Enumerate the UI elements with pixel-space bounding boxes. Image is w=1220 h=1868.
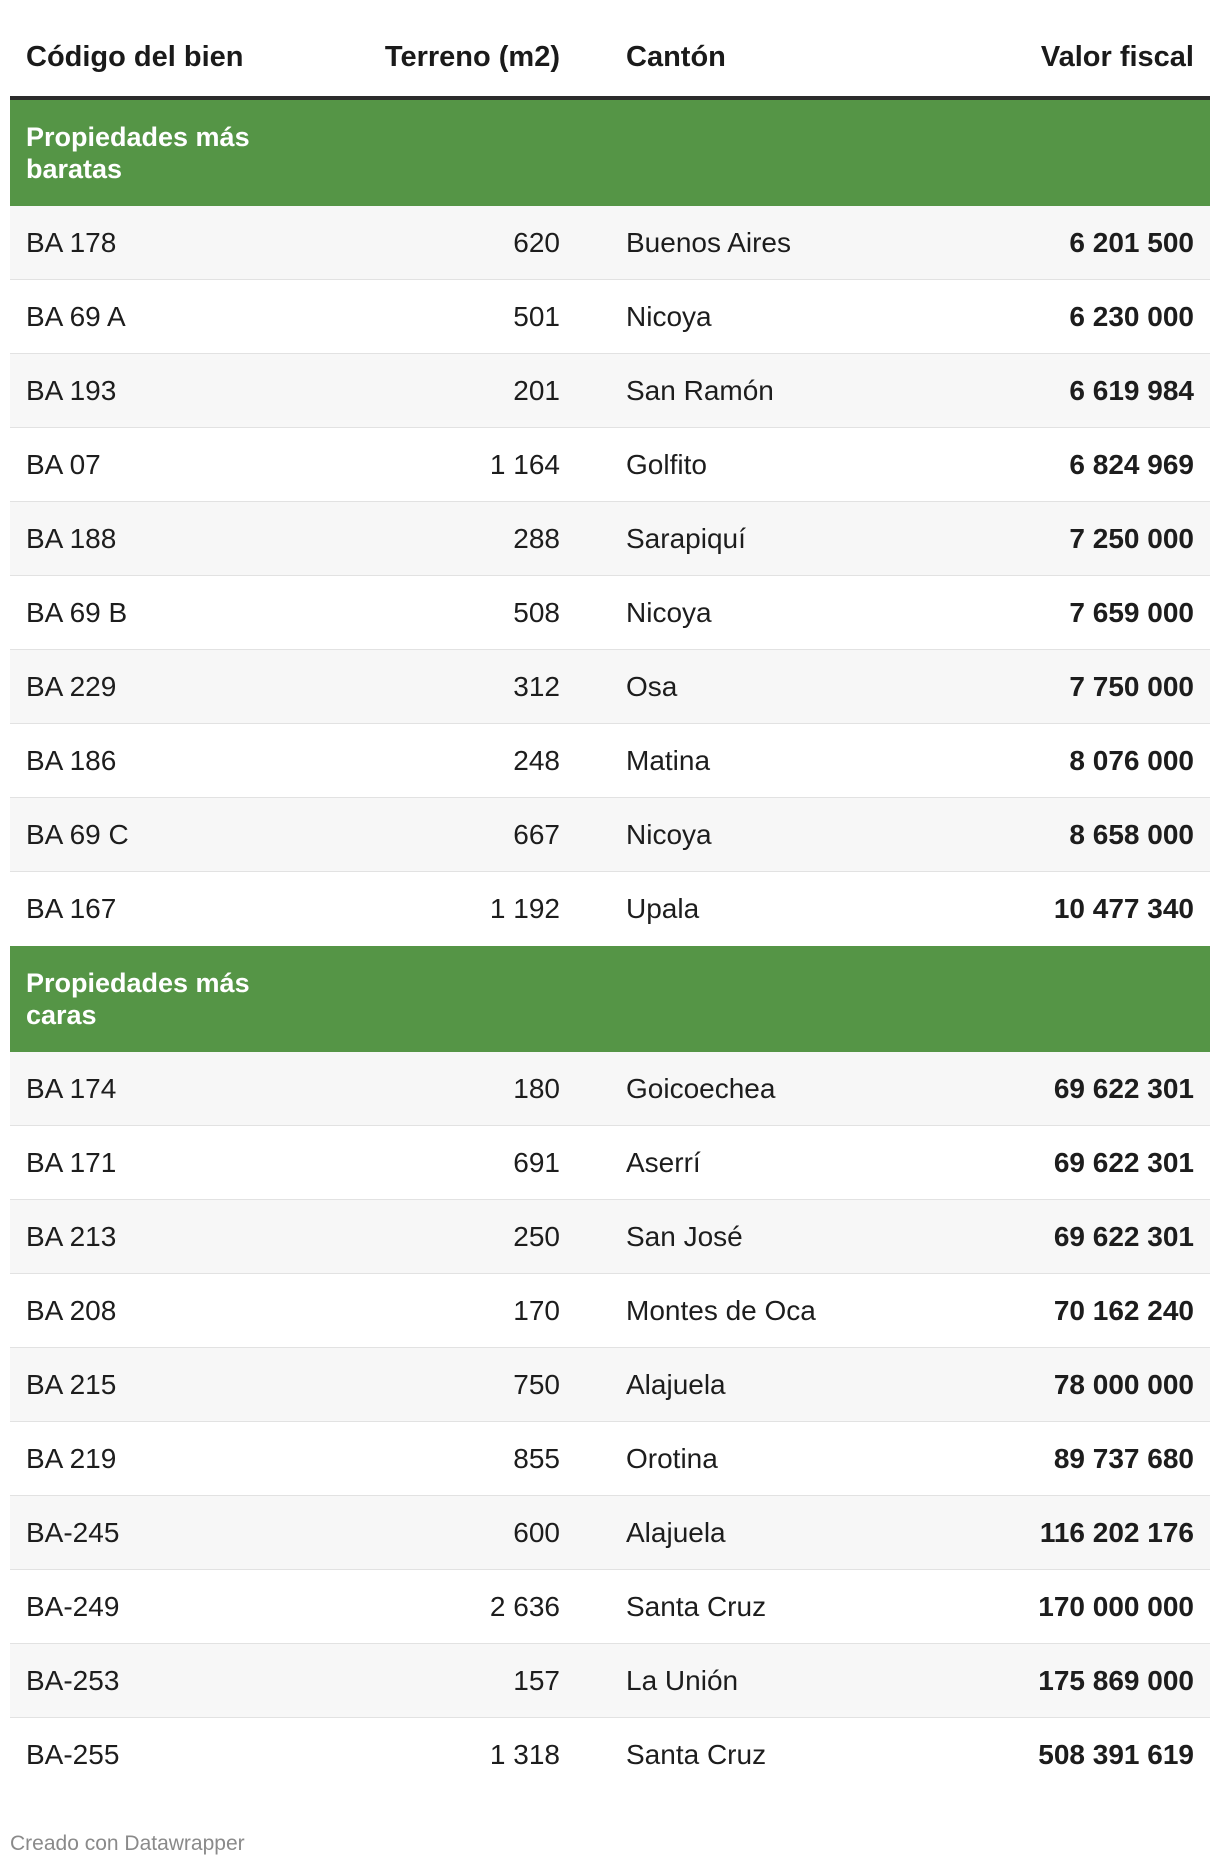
group-header bbox=[10, 946, 1210, 1052]
cell-code: BA-249 bbox=[26, 1590, 120, 1622]
group-label: Propiedades más baratas bbox=[26, 122, 250, 184]
cell-canton: Orotina bbox=[626, 1442, 718, 1474]
cell-code: BA 219 bbox=[26, 1442, 117, 1474]
cell-area: 180 bbox=[513, 1072, 560, 1104]
cell-canton: Goicoechea bbox=[626, 1072, 776, 1104]
table-row bbox=[10, 1200, 1210, 1274]
table-row bbox=[10, 1052, 1210, 1126]
table-row bbox=[10, 280, 1210, 354]
table-row bbox=[10, 1126, 1210, 1200]
cell-canton: Santa Cruz bbox=[626, 1739, 767, 1770]
cell-value: 69 622 301 bbox=[1053, 1220, 1194, 1252]
cell-canton: Alajuela bbox=[626, 1368, 726, 1400]
table-row bbox=[10, 872, 1210, 946]
cell-area: 667 bbox=[513, 818, 560, 850]
cell-value: 7 659 000 bbox=[1069, 596, 1194, 628]
cell-canton: Montes de Oca bbox=[626, 1294, 816, 1326]
cell-canton: Buenos Aires bbox=[626, 226, 791, 258]
cell-canton: Nicoya bbox=[626, 300, 712, 332]
cell-value: 7 750 000 bbox=[1069, 670, 1194, 702]
cell-value: 7 250 000 bbox=[1069, 522, 1194, 554]
cell-area: 620 bbox=[513, 226, 560, 258]
cell-canton: Upala bbox=[626, 893, 700, 924]
cell-code: BA 167 bbox=[26, 893, 117, 924]
cell-code: BA 215 bbox=[26, 1368, 117, 1400]
cell-code: BA 178 bbox=[26, 226, 117, 258]
cell-value: 175 869 000 bbox=[1038, 1664, 1194, 1696]
cell-canton: La Unión bbox=[626, 1664, 739, 1696]
footer-credit: Creado con Datawrapper bbox=[10, 1832, 245, 1855]
cell-area: 2 636 bbox=[489, 1590, 560, 1622]
cell-value: 70 162 240 bbox=[1053, 1294, 1194, 1326]
cell-area: 600 bbox=[513, 1516, 560, 1548]
cell-value: 8 076 000 bbox=[1069, 744, 1194, 776]
cell-value: 170 000 000 bbox=[1038, 1590, 1194, 1622]
cell-value: 78 000 000 bbox=[1053, 1368, 1194, 1400]
cell-canton: Osa bbox=[626, 670, 678, 702]
column-header-area[interactable]: Terreno (m2) bbox=[384, 40, 560, 73]
cell-area: 157 bbox=[513, 1664, 560, 1696]
cell-code: BA 213 bbox=[26, 1220, 117, 1252]
cell-code: BA 07 bbox=[26, 448, 101, 480]
cell-value: 6 230 000 bbox=[1069, 300, 1194, 332]
cell-area: 248 bbox=[513, 744, 560, 776]
cell-code: BA 229 bbox=[26, 670, 117, 702]
table-row bbox=[10, 798, 1210, 872]
cell-code: BA 186 bbox=[26, 744, 117, 776]
cell-area: 312 bbox=[513, 670, 560, 702]
column-header-code[interactable]: Código del bien bbox=[26, 40, 244, 73]
cell-canton: Nicoya bbox=[626, 596, 712, 628]
cell-value: 89 737 680 bbox=[1053, 1442, 1194, 1474]
table-row bbox=[10, 502, 1210, 576]
group-label: Propiedades más caras bbox=[26, 968, 250, 1030]
cell-value: 116 202 176 bbox=[1039, 1516, 1194, 1548]
table-row bbox=[10, 1644, 1210, 1718]
table-row bbox=[10, 1718, 1210, 1792]
cell-canton: San Ramón bbox=[626, 374, 774, 406]
cell-canton: San José bbox=[626, 1220, 743, 1252]
cell-code: BA-253 bbox=[26, 1664, 120, 1696]
table-row bbox=[10, 1570, 1210, 1644]
cell-value: 8 658 000 bbox=[1069, 818, 1194, 850]
table-row bbox=[10, 724, 1210, 798]
table-row bbox=[10, 1274, 1210, 1348]
table-row bbox=[10, 206, 1210, 280]
cell-canton: Matina bbox=[626, 744, 711, 776]
table-header bbox=[10, 18, 1210, 100]
cell-value: 69 622 301 bbox=[1053, 1072, 1194, 1104]
cell-area: 501 bbox=[513, 300, 560, 332]
cell-value: 10 477 340 bbox=[1053, 893, 1194, 924]
cell-value: 508 391 619 bbox=[1038, 1739, 1194, 1770]
cell-value: 6 201 500 bbox=[1069, 226, 1194, 258]
cell-canton: Santa Cruz bbox=[626, 1590, 767, 1622]
cell-value: 6 619 984 bbox=[1069, 374, 1194, 406]
cell-area: 855 bbox=[513, 1442, 560, 1474]
cell-area: 508 bbox=[513, 596, 560, 628]
cell-canton: Golfito bbox=[626, 448, 707, 480]
cell-canton: Alajuela bbox=[626, 1516, 726, 1548]
cell-code: BA-255 bbox=[26, 1739, 120, 1770]
cell-area: 201 bbox=[513, 374, 560, 406]
cell-area: 250 bbox=[513, 1220, 560, 1252]
table-body bbox=[10, 100, 1210, 1792]
table-row bbox=[10, 1422, 1210, 1496]
cell-code: BA 69 A bbox=[26, 300, 126, 332]
table-row bbox=[10, 1496, 1210, 1570]
data-table bbox=[10, 18, 1210, 1792]
cell-area: 750 bbox=[513, 1368, 560, 1400]
column-header-canton[interactable]: Cantón bbox=[626, 40, 726, 73]
cell-area: 1 164 bbox=[489, 448, 560, 480]
cell-canton: Sarapiquí bbox=[626, 522, 746, 554]
cell-code: BA 208 bbox=[26, 1294, 117, 1326]
cell-canton: Aserrí bbox=[626, 1146, 701, 1178]
cell-code: BA 174 bbox=[26, 1072, 117, 1104]
column-header-value[interactable]: Valor fiscal bbox=[1040, 40, 1194, 73]
table-row bbox=[10, 576, 1210, 650]
cell-code: BA 69 B bbox=[26, 596, 128, 628]
cell-area: 288 bbox=[513, 522, 560, 554]
table-row bbox=[10, 354, 1210, 428]
cell-area: 1 192 bbox=[489, 893, 560, 924]
group-header bbox=[10, 100, 1210, 206]
cell-code: BA 69 C bbox=[26, 818, 129, 850]
cell-code: BA 188 bbox=[26, 522, 117, 554]
cell-code: BA 171 bbox=[26, 1146, 117, 1178]
cell-canton: Nicoya bbox=[626, 818, 712, 850]
table-row bbox=[10, 428, 1210, 502]
cell-value: 69 622 301 bbox=[1053, 1146, 1194, 1178]
cell-area: 1 318 bbox=[489, 1739, 560, 1770]
cell-value: 6 824 969 bbox=[1069, 448, 1194, 480]
cell-code: BA-245 bbox=[26, 1516, 120, 1548]
cell-area: 170 bbox=[513, 1294, 560, 1326]
table-row bbox=[10, 1348, 1210, 1422]
cell-code: BA 193 bbox=[26, 374, 117, 406]
table-row bbox=[10, 650, 1210, 724]
cell-area: 691 bbox=[513, 1146, 560, 1178]
